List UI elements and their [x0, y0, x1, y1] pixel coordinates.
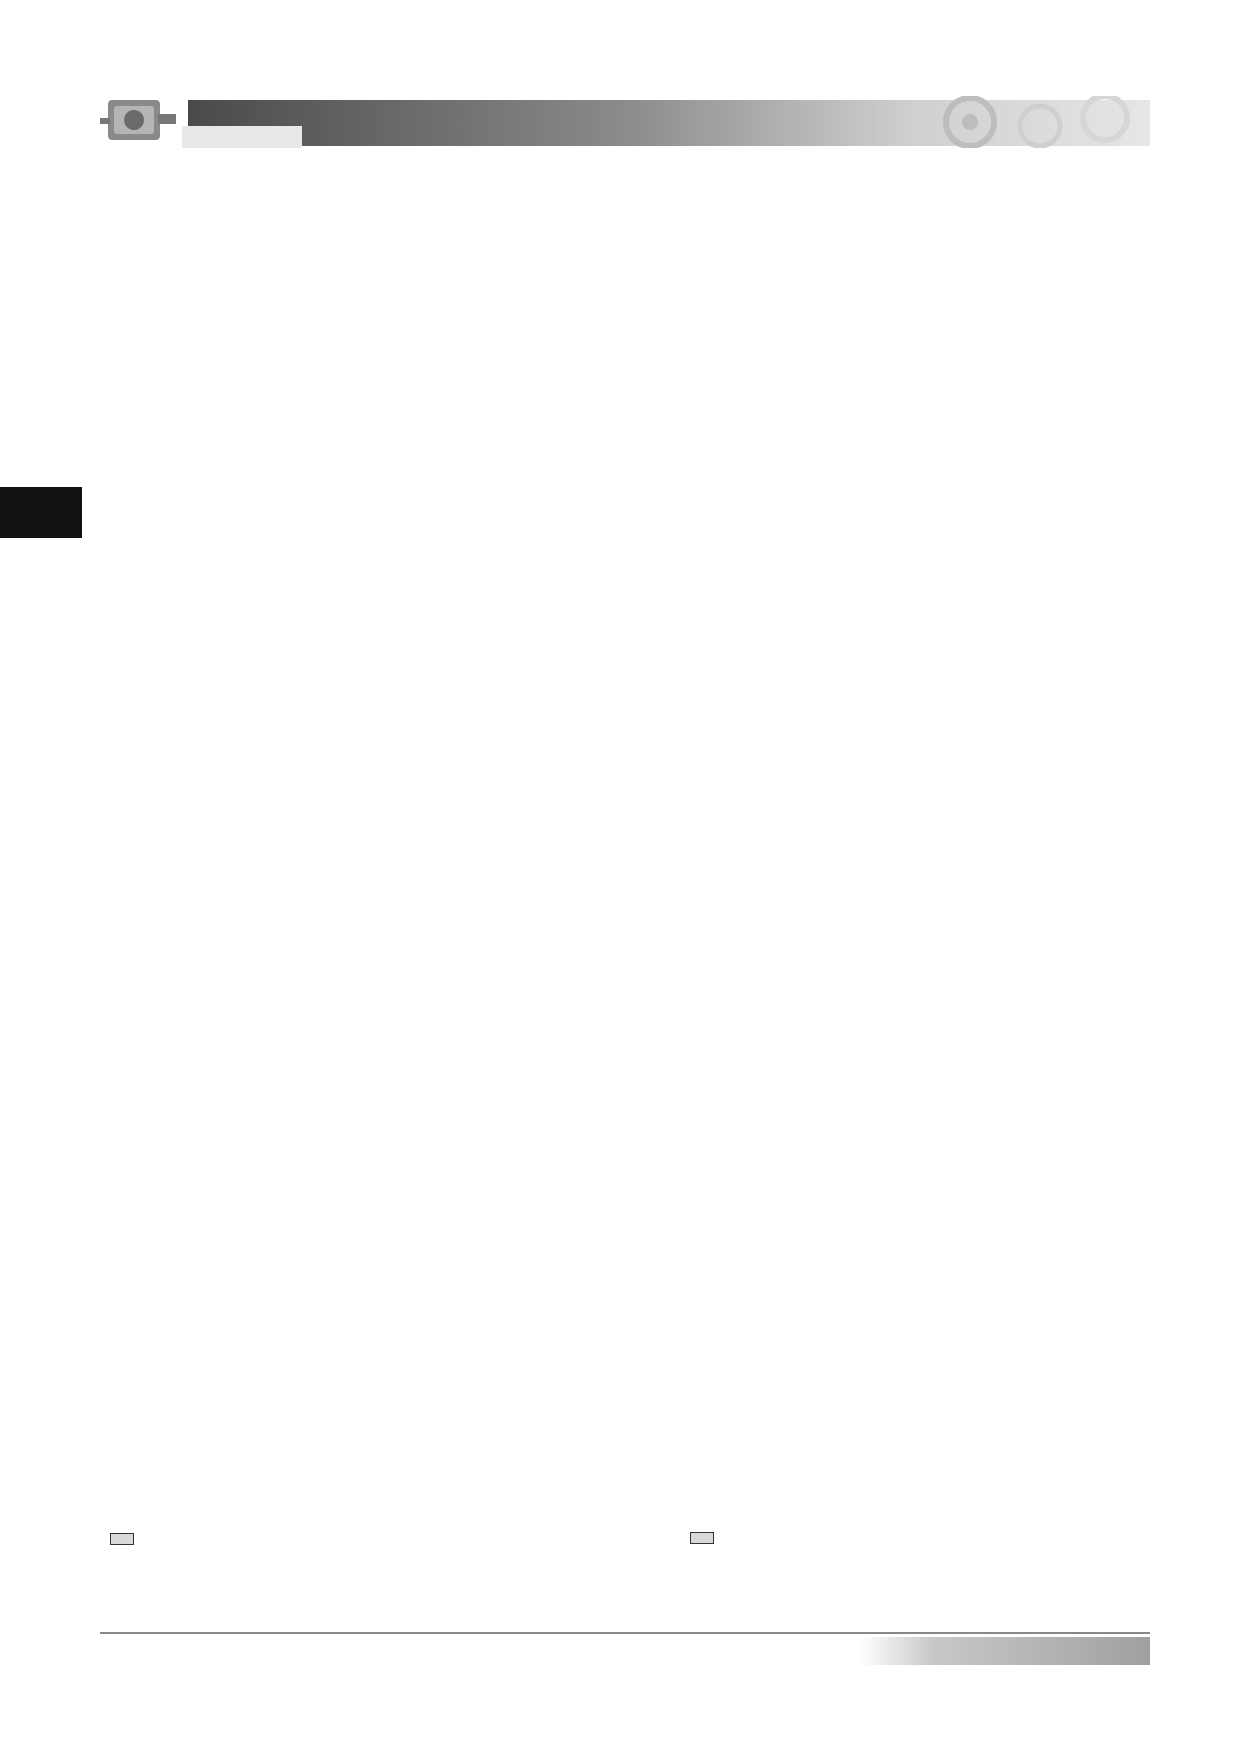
side-tab — [0, 487, 82, 538]
gearbox-logo-icon — [100, 78, 180, 148]
maker-label — [182, 126, 302, 148]
page-header — [100, 78, 1150, 148]
highlight-legend-swatch-en — [690, 1532, 714, 1544]
footer-divider — [100, 1632, 1150, 1634]
footer-band — [860, 1637, 1150, 1665]
note-en — [688, 1529, 716, 1547]
highlight-legend-swatch — [110, 1533, 134, 1545]
note-cn — [108, 1530, 136, 1546]
gears-decoration-icon — [910, 96, 1150, 148]
